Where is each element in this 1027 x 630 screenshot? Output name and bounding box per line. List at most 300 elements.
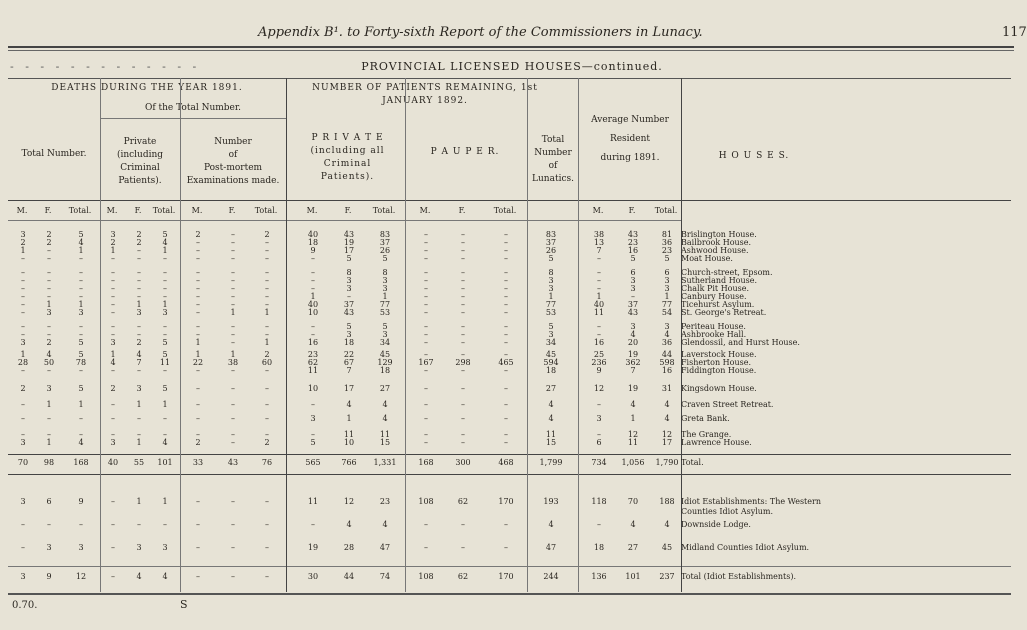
table-cell: – bbox=[231, 400, 235, 409]
table-cell: 23 bbox=[627, 238, 639, 247]
table-cell: 18 bbox=[307, 238, 319, 247]
table-cell: – bbox=[231, 246, 235, 255]
table-cell: – bbox=[21, 366, 25, 375]
table-cell: 2 bbox=[195, 230, 201, 239]
table-cell: 4 bbox=[548, 520, 554, 529]
table-cell: – bbox=[265, 330, 269, 339]
table-cell: – bbox=[111, 276, 115, 285]
table-cell: 4 bbox=[382, 520, 388, 529]
deaths-title: DEATHS DURING THE YEAR 1891. bbox=[51, 83, 243, 93]
table-cell: – bbox=[196, 572, 200, 581]
table-cell: 1 bbox=[78, 300, 84, 309]
table-cell: 4 bbox=[78, 238, 84, 247]
remaining-title: NUMBER OF PATIENTS REMAINING, 1st JANUARY 1892. bbox=[312, 83, 538, 106]
table-cell: 1,799 bbox=[539, 458, 563, 467]
table-cell: – bbox=[163, 430, 167, 439]
table-cell: – bbox=[231, 430, 235, 439]
table-cell: – bbox=[461, 230, 465, 239]
table-cell: – bbox=[504, 338, 508, 347]
table-cell: 43 bbox=[343, 308, 355, 317]
table-cell: 1 bbox=[110, 246, 116, 255]
table-cell: – bbox=[79, 520, 83, 529]
table-cell: – bbox=[47, 414, 51, 423]
table-cell: 9 bbox=[310, 246, 316, 255]
table-cell: 1 bbox=[264, 308, 270, 317]
table-cell: – bbox=[231, 300, 235, 309]
table-cell: 101 bbox=[625, 572, 641, 581]
table-cell: – bbox=[461, 330, 465, 339]
table-cell: – bbox=[461, 414, 465, 423]
table-cell: 40 bbox=[593, 300, 605, 309]
table-cell: 108 bbox=[418, 497, 434, 506]
table-cell: 1 bbox=[136, 300, 142, 309]
table-cell: 5 bbox=[310, 438, 316, 447]
table-cell: – bbox=[597, 284, 601, 293]
table-cell: 3 bbox=[630, 284, 636, 293]
table-cell: 11 bbox=[379, 430, 391, 439]
table-cell: 3 bbox=[346, 276, 352, 285]
table-cell: 53 bbox=[379, 308, 391, 317]
table-cell: 6 bbox=[664, 268, 670, 277]
table-cell: 30 bbox=[307, 572, 319, 581]
table-cell: 10 bbox=[307, 384, 319, 393]
column-header: Total. bbox=[493, 206, 517, 215]
table-cell: 3 bbox=[382, 330, 388, 339]
table-cell: 101 bbox=[157, 458, 173, 467]
table-cell: – bbox=[79, 268, 83, 277]
table-cell: – bbox=[265, 430, 269, 439]
column-header: M. bbox=[16, 206, 28, 215]
table-cell: – bbox=[265, 238, 269, 247]
column-header: Total. bbox=[68, 206, 92, 215]
table-cell: 19 bbox=[627, 350, 639, 359]
table-cell: 43 bbox=[227, 458, 239, 467]
table-cell: – bbox=[231, 322, 235, 331]
table-cell: 5 bbox=[78, 384, 84, 393]
table-cell: – bbox=[163, 414, 167, 423]
house-name: Sutherland House. bbox=[681, 276, 758, 285]
table-cell: 3 bbox=[136, 308, 142, 317]
column-header: M. bbox=[306, 206, 318, 215]
table-cell: 18 bbox=[343, 338, 355, 347]
table-cell: – bbox=[137, 414, 141, 423]
table-cell: – bbox=[265, 384, 269, 393]
table-cell: 18 bbox=[593, 543, 605, 552]
table-cell: 5 bbox=[162, 350, 168, 359]
table-cell: 38 bbox=[227, 358, 239, 367]
table-cell: – bbox=[196, 276, 200, 285]
table-cell: 6 bbox=[630, 268, 636, 277]
table-cell: 2 bbox=[264, 350, 270, 359]
table-cell: 3 bbox=[548, 284, 554, 293]
table-cell: – bbox=[111, 543, 115, 552]
table-cell: – bbox=[597, 330, 601, 339]
house-name: Greta Bank. bbox=[681, 414, 730, 423]
table-cell: 67 bbox=[343, 358, 355, 367]
table-cell: 4 bbox=[548, 400, 554, 409]
table-cell: – bbox=[311, 430, 315, 439]
table-cell: – bbox=[196, 254, 200, 263]
table-cell: – bbox=[504, 292, 508, 301]
table-cell: 5 bbox=[162, 384, 168, 393]
table-cell: – bbox=[231, 230, 235, 239]
table-cell: 465 bbox=[498, 358, 514, 367]
table-cell: – bbox=[196, 543, 200, 552]
table-cell: – bbox=[265, 268, 269, 277]
table-cell: 83 bbox=[545, 230, 557, 239]
house-name: Downside Lodge. bbox=[681, 520, 751, 529]
table-cell: – bbox=[111, 366, 115, 375]
table-cell: 4 bbox=[382, 400, 388, 409]
table-cell: – bbox=[504, 330, 508, 339]
table-cell: 5 bbox=[664, 254, 670, 263]
table-cell: – bbox=[265, 284, 269, 293]
rule bbox=[8, 454, 1011, 455]
table-cell: – bbox=[631, 292, 635, 301]
table-cell: – bbox=[196, 268, 200, 277]
table-cell: – bbox=[47, 366, 51, 375]
table-cell: – bbox=[111, 497, 115, 506]
table-cell: 62 bbox=[457, 572, 469, 581]
table-cell: – bbox=[504, 246, 508, 255]
table-cell: – bbox=[311, 276, 315, 285]
table-cell: 3 bbox=[136, 543, 142, 552]
table-cell: – bbox=[196, 284, 200, 293]
table-cell: 22 bbox=[343, 350, 355, 359]
table-cell: – bbox=[196, 308, 200, 317]
table-cell: – bbox=[21, 330, 25, 339]
table-cell: 5 bbox=[382, 254, 388, 263]
house-name: Total (Idiot Establishments). bbox=[681, 572, 797, 581]
table-cell: – bbox=[424, 520, 428, 529]
table-cell: 23 bbox=[307, 350, 319, 359]
house-name: Ashwood House. bbox=[681, 246, 749, 255]
table-cell: 77 bbox=[379, 300, 391, 309]
table-cell: – bbox=[461, 384, 465, 393]
table-cell: – bbox=[111, 292, 115, 301]
table-cell: 3 bbox=[110, 230, 116, 239]
column-header: M. bbox=[592, 206, 604, 215]
house-name: St. George's Retreat. bbox=[681, 308, 767, 317]
table-cell: 19 bbox=[307, 543, 319, 552]
table-cell: – bbox=[196, 300, 200, 309]
table-cell: 7 bbox=[630, 366, 636, 375]
table-cell: 47 bbox=[545, 543, 557, 552]
table-cell: 2 bbox=[264, 230, 270, 239]
table-cell: – bbox=[424, 238, 428, 247]
table-cell: 3 bbox=[596, 414, 602, 423]
column-header: M. bbox=[419, 206, 431, 215]
table-cell: – bbox=[47, 284, 51, 293]
column-header: Total. bbox=[654, 206, 678, 215]
table-cell: – bbox=[79, 284, 83, 293]
table-cell: – bbox=[504, 350, 508, 359]
table-cell: 3 bbox=[46, 543, 52, 552]
house-name: Total. bbox=[681, 458, 704, 467]
table-cell: 11 bbox=[627, 438, 639, 447]
house-name: Craven Street Retreat. bbox=[681, 400, 774, 409]
column-header: Total. bbox=[372, 206, 396, 215]
table-cell: 44 bbox=[343, 572, 355, 581]
table-cell: – bbox=[196, 238, 200, 247]
table-cell: 27 bbox=[379, 384, 391, 393]
col-rule bbox=[286, 78, 287, 592]
table-cell: 16 bbox=[593, 338, 605, 347]
column-header: M. bbox=[106, 206, 118, 215]
table-cell: – bbox=[504, 400, 508, 409]
house-name: Ticehurst Asylum. bbox=[681, 300, 755, 309]
table-cell: – bbox=[79, 292, 83, 301]
table-cell: 193 bbox=[543, 497, 559, 506]
table-cell: 766 bbox=[341, 458, 357, 467]
table-cell: – bbox=[504, 520, 508, 529]
table-cell: – bbox=[47, 246, 51, 255]
table-cell: 4 bbox=[136, 572, 142, 581]
table-cell: – bbox=[424, 366, 428, 375]
table-cell: – bbox=[461, 292, 465, 301]
table-cell: 33 bbox=[192, 458, 204, 467]
table-cell: – bbox=[424, 322, 428, 331]
table-cell: – bbox=[424, 230, 428, 239]
table-cell: 27 bbox=[545, 384, 557, 393]
table-cell: 5 bbox=[548, 322, 554, 331]
house-name: Idiot Establishments: The Western Counties Idiot Asylum. bbox=[681, 497, 821, 516]
table-cell: – bbox=[504, 238, 508, 247]
table-cell: – bbox=[461, 284, 465, 293]
table-cell: – bbox=[137, 366, 141, 375]
pauper-header: P A U P E R. bbox=[430, 147, 500, 157]
house-name: Glendossil, and Hurst House. bbox=[681, 338, 800, 347]
table-cell: 17 bbox=[661, 438, 673, 447]
table-cell: 4 bbox=[78, 438, 84, 447]
table-cell: 25 bbox=[593, 350, 605, 359]
table-cell: 4 bbox=[346, 520, 352, 529]
table-cell: – bbox=[424, 400, 428, 409]
table-cell: – bbox=[47, 322, 51, 331]
table-cell: – bbox=[265, 292, 269, 301]
table-cell: 4 bbox=[630, 520, 636, 529]
table-cell: 1 bbox=[346, 414, 352, 423]
table-cell: 3 bbox=[78, 308, 84, 317]
table-cell: – bbox=[196, 414, 200, 423]
of-total-header: Of the Total Number. bbox=[144, 103, 242, 113]
table-cell: – bbox=[47, 520, 51, 529]
table-cell: 5 bbox=[162, 338, 168, 347]
table-cell: – bbox=[265, 497, 269, 506]
table-cell: – bbox=[265, 276, 269, 285]
table-cell: 1 bbox=[136, 400, 142, 409]
table-cell: 4 bbox=[630, 330, 636, 339]
table-cell: – bbox=[424, 438, 428, 447]
rule bbox=[8, 566, 1011, 567]
table-cell: 1 bbox=[20, 246, 26, 255]
postmortem-header: Number of Post-mortem Examinations made. bbox=[186, 137, 280, 186]
table-cell: – bbox=[504, 268, 508, 277]
table-cell: 3 bbox=[630, 276, 636, 285]
table-cell: 2 bbox=[136, 338, 142, 347]
table-cell: – bbox=[111, 268, 115, 277]
table-cell: 3 bbox=[346, 284, 352, 293]
table-cell: 168 bbox=[73, 458, 89, 467]
table-cell: – bbox=[311, 330, 315, 339]
table-cell: – bbox=[137, 322, 141, 331]
table-cell: 50 bbox=[43, 358, 55, 367]
table-cell: – bbox=[231, 414, 235, 423]
table-cell: – bbox=[111, 400, 115, 409]
table-cell: 1 bbox=[264, 338, 270, 347]
table-cell: – bbox=[231, 268, 235, 277]
table-cell: – bbox=[424, 254, 428, 263]
table-cell: 54 bbox=[661, 308, 673, 317]
table-cell: 37 bbox=[379, 238, 391, 247]
table-cell: – bbox=[21, 300, 25, 309]
table-cell: 1,331 bbox=[373, 458, 397, 467]
table-cell: 1 bbox=[630, 414, 636, 423]
table-cell: – bbox=[461, 366, 465, 375]
table-cell: – bbox=[231, 238, 235, 247]
table-cell: 37 bbox=[343, 300, 355, 309]
table-cell: – bbox=[461, 400, 465, 409]
table-cell: – bbox=[265, 520, 269, 529]
table-cell: – bbox=[504, 322, 508, 331]
table-cell: 40 bbox=[107, 458, 119, 467]
table-cell: 44 bbox=[661, 350, 673, 359]
rule bbox=[8, 200, 1011, 201]
table-cell: – bbox=[504, 254, 508, 263]
table-cell: – bbox=[196, 322, 200, 331]
table-cell: 47 bbox=[379, 543, 391, 552]
column-header: Total. bbox=[152, 206, 176, 215]
table-cell: 1 bbox=[46, 300, 52, 309]
table-cell: 11 bbox=[307, 497, 319, 506]
table-cell: – bbox=[504, 366, 508, 375]
table-cell: 16 bbox=[661, 366, 673, 375]
table-cell: 10 bbox=[307, 308, 319, 317]
table-cell: – bbox=[231, 284, 235, 293]
table-cell: 83 bbox=[379, 230, 391, 239]
table-cell: 298 bbox=[455, 358, 471, 367]
table-cell: 18 bbox=[545, 366, 557, 375]
table-cell: – bbox=[424, 300, 428, 309]
table-cell: – bbox=[21, 308, 25, 317]
table-cell: – bbox=[137, 246, 141, 255]
table-cell: – bbox=[461, 322, 465, 331]
table-cell: – bbox=[265, 366, 269, 375]
table-cell: – bbox=[196, 292, 200, 301]
table-cell: 1 bbox=[78, 246, 84, 255]
table-cell: – bbox=[21, 520, 25, 529]
private-header: P R I V A T E (including all Criminal Patients). bbox=[310, 133, 385, 182]
table-cell: 76 bbox=[261, 458, 273, 467]
table-cell: 1 bbox=[162, 497, 168, 506]
table-cell: – bbox=[137, 330, 141, 339]
table-cell: – bbox=[79, 330, 83, 339]
table-cell: – bbox=[597, 520, 601, 529]
table-cell: – bbox=[163, 284, 167, 293]
table-cell: – bbox=[424, 350, 428, 359]
table-cell: 17 bbox=[343, 384, 355, 393]
table-cell: 2 bbox=[20, 384, 26, 393]
table-cell: 4 bbox=[162, 438, 168, 447]
col-rule bbox=[405, 78, 406, 592]
table-cell: 8 bbox=[548, 268, 554, 277]
table-cell: 3 bbox=[310, 414, 316, 423]
table-cell: 11 bbox=[307, 366, 319, 375]
rule bbox=[100, 118, 286, 119]
column-header: F. bbox=[44, 206, 52, 215]
table-cell: 167 bbox=[418, 358, 434, 367]
column-header: F. bbox=[628, 206, 636, 215]
table-cell: 468 bbox=[498, 458, 514, 467]
table-cell: – bbox=[196, 384, 200, 393]
house-name: Fiddington House. bbox=[681, 366, 757, 375]
table-cell: 40 bbox=[307, 300, 319, 309]
table-cell: 3 bbox=[548, 330, 554, 339]
table-cell: – bbox=[424, 414, 428, 423]
table-cell: – bbox=[504, 230, 508, 239]
house-name: Chalk Pit House. bbox=[681, 284, 750, 293]
table-cell: 11 bbox=[593, 308, 605, 317]
table-cell: – bbox=[111, 520, 115, 529]
table-cell: 1 bbox=[230, 308, 236, 317]
table-cell: – bbox=[21, 292, 25, 301]
table-cell: – bbox=[461, 308, 465, 317]
table-cell: – bbox=[231, 292, 235, 301]
table-cell: – bbox=[196, 520, 200, 529]
table-cell: – bbox=[461, 350, 465, 359]
table-cell: – bbox=[21, 268, 25, 277]
table-cell: 18 bbox=[379, 366, 391, 375]
table-cell: 34 bbox=[545, 338, 557, 347]
table-cell: – bbox=[231, 366, 235, 375]
table-cell: – bbox=[461, 254, 465, 263]
table-cell: 1 bbox=[195, 350, 201, 359]
table-cell: 5 bbox=[346, 322, 352, 331]
table-cell: 17 bbox=[343, 246, 355, 255]
table-cell: 5 bbox=[382, 322, 388, 331]
table-cell: 3 bbox=[46, 308, 52, 317]
table-cell: 31 bbox=[661, 384, 673, 393]
table-cell: 3 bbox=[346, 330, 352, 339]
table-cell: 2 bbox=[264, 438, 270, 447]
table-cell: – bbox=[21, 430, 25, 439]
table-cell: – bbox=[504, 284, 508, 293]
table-cell: – bbox=[137, 276, 141, 285]
table-cell: 2 bbox=[46, 338, 52, 347]
table-cell: 136 bbox=[591, 572, 607, 581]
table-cell: 12 bbox=[343, 497, 355, 506]
table-cell: 3 bbox=[20, 230, 26, 239]
table-cell: 1 bbox=[230, 350, 236, 359]
house-name: Laverstock House. bbox=[681, 350, 757, 359]
table-cell: – bbox=[461, 430, 465, 439]
table-cell: 2 bbox=[136, 230, 142, 239]
table-cell: 77 bbox=[545, 300, 557, 309]
house-name: Fisherton House. bbox=[681, 358, 751, 367]
table-cell: 27 bbox=[627, 543, 639, 552]
table-cell: 16 bbox=[307, 338, 319, 347]
table-cell: – bbox=[137, 430, 141, 439]
table-cell: – bbox=[47, 430, 51, 439]
table-cell: – bbox=[311, 520, 315, 529]
table-cell: 38 bbox=[593, 230, 605, 239]
table-cell: 8 bbox=[382, 268, 388, 277]
table-cell: – bbox=[196, 366, 200, 375]
table-cell: 45 bbox=[379, 350, 391, 359]
table-cell: – bbox=[196, 430, 200, 439]
table-cell: 1,056 bbox=[621, 458, 645, 467]
table-cell: – bbox=[231, 438, 235, 447]
